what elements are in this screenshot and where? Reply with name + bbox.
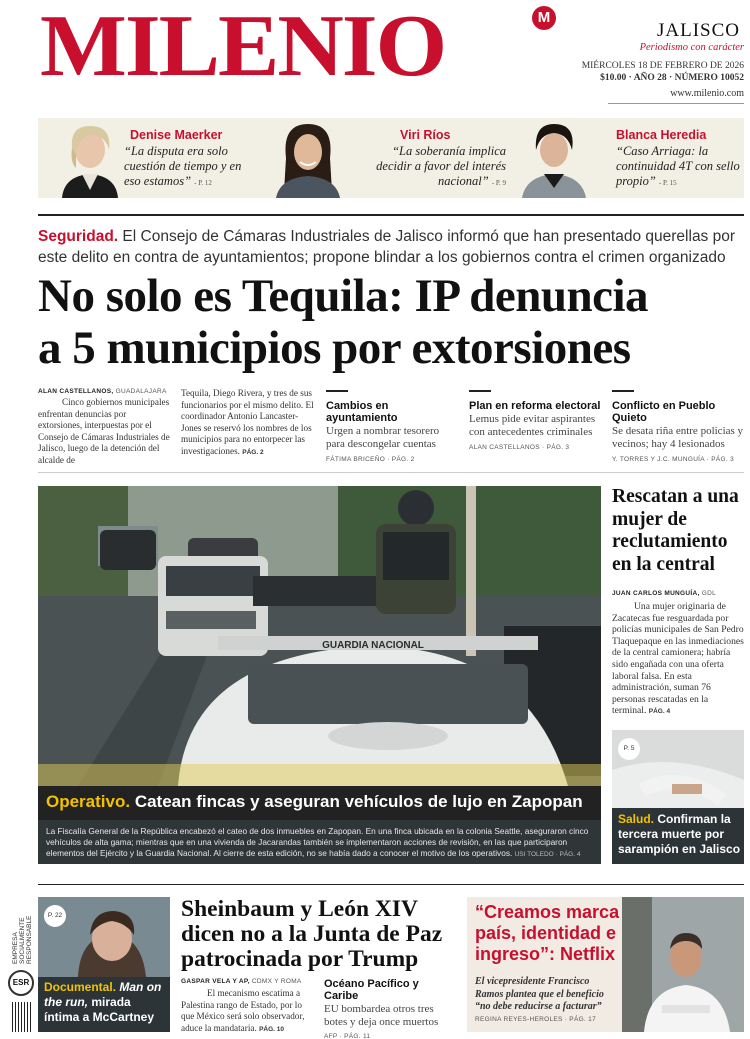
page-ref: - P. 12 <box>194 179 212 187</box>
page-ref: PÁG. 10 <box>259 1025 284 1033</box>
body-text-span: El mecanismo escatima a Palestina rango de Estado, por lo que México será solo observador, aduce la mandataria. <box>181 988 305 1033</box>
columnist-name[interactable]: Denise Maerker <box>130 128 223 142</box>
divider <box>608 103 744 104</box>
dateline <box>582 60 744 84</box>
doc-kicker: Documental. <box>44 980 117 994</box>
body-text-span: Tequila, Diego Rivera, y tres de sus funcionarios por el mismo delito. El coordinador Antonio Lancaster-Jones se reservó los nombres de los municipios para no entorpecer las investigaciones. <box>181 388 314 456</box>
byline <box>612 590 716 597</box>
columnist-name[interactable]: Blanca Heredia <box>616 128 707 142</box>
sidebar-body: Se desata riña entre policias y vecinos; hay 4 lesionados <box>612 425 744 450</box>
edition-label: JALISCO <box>656 20 740 41</box>
body-text <box>181 988 311 1035</box>
body-text <box>181 388 315 458</box>
oceano-story[interactable] <box>324 978 456 1039</box>
divider <box>469 390 491 392</box>
divider <box>38 472 744 473</box>
slogan: Periodismo con carácter <box>639 42 744 53</box>
sidebar-byline: ALAN CASTELLANOS · PÁG. 3 <box>469 444 570 451</box>
netflix-byline: REGINA REYES-HEROLES · PÁG. 17 <box>475 1016 596 1023</box>
oceano-body: EU bombardea otros tres botes y deja once muertos <box>324 1003 439 1028</box>
columnist-name[interactable]: Viri Ríos <box>400 128 451 142</box>
columnist-quote <box>616 144 740 191</box>
esr-label <box>12 892 32 964</box>
sidebar-story[interactable] <box>612 390 746 463</box>
byline <box>181 978 311 985</box>
columnist-photo-heredia[interactable] <box>516 118 592 198</box>
sidebar-title: Conflicto en Pueblo Quieto <box>612 400 716 424</box>
columnist-photo-maerker[interactable] <box>52 118 128 198</box>
photo-credit: USI TOLEDO · PÁG. 4 <box>514 851 581 858</box>
quote-text: “La soberanía implica decidir a favor del interés nacional” <box>376 144 506 188</box>
columnist-quote <box>356 144 506 191</box>
photo-caption[interactable] <box>46 792 583 812</box>
body-text: Cinco gobiernos municipales enfrentan denuncias por extorsiones, interpuestas por el Consejo de Cámaras Industriales de Jalisco, luego de la detención del alcalde de <box>38 397 170 465</box>
divider <box>38 884 744 885</box>
sheinbaum-headline[interactable]: Sheinbaum y León XIV dicen no a la Junta de Paz patrocinada por Trump <box>181 896 443 972</box>
salud-headline[interactable] <box>618 812 746 857</box>
caption-kicker: Operativo. <box>46 792 131 811</box>
lead-deck-text: El Consejo de Cámaras Industriales de Jalisco informó que han presentado querellas por este delito en contra de ayuntamientos; propone blindar a los gobiernos contra el crimen organizado <box>38 228 736 266</box>
lead-deck <box>38 226 744 268</box>
columnists-band <box>38 118 744 198</box>
page-ref: PÁG. 2 <box>242 448 264 456</box>
netflix-photo[interactable] <box>622 897 744 1032</box>
headline-line: No solo es Tequila: IP denuncia <box>38 270 649 322</box>
documental-headline[interactable] <box>44 980 168 1025</box>
esr-badge-icon: ESR <box>8 970 34 996</box>
sidebar-title: Plan en reforma electoral <box>469 400 601 412</box>
netflix-headline[interactable]: “Creamos marca país, identidad e ingreso”: Netflix <box>475 902 620 964</box>
masthead-mark-icon: M <box>532 6 556 30</box>
rescue-headline[interactable]: Rescatan a una mujer de reclutamiento en la central <box>612 486 739 575</box>
body-text: Una mujer originaria de Zacatecas fue resguardada por policías municipales de San Pedro Tlaquepaque en las inmediaciones de la central camionera; habría sido engañada con una oferta laboral falsa. En esta administración, suman 76 personas rescatadas en la terminal. <box>612 601 744 717</box>
salud-kicker: Salud. <box>618 812 655 826</box>
byline-name: ALAN CASTELLANOS, <box>38 388 114 395</box>
photo-description <box>38 820 601 864</box>
columnist-quote <box>124 144 248 191</box>
sidebar-body: Urgen a nombrar tesorero para descongelar cuentas <box>326 425 440 450</box>
vehicle-text: GUARDIA NACIONAL <box>322 640 424 651</box>
issue-info: $10.00 · AÑO 28 · NÚMERO 10052 <box>600 73 744 83</box>
byline-city: CDMX Y ROMA <box>251 978 302 985</box>
sidebar-byline: FÁTIMA BRICEÑO · PÁG. 2 <box>326 456 415 463</box>
doc-title: Man on the run, <box>44 980 162 1009</box>
page-badge: P. 5 <box>618 738 640 760</box>
lead-headline[interactable] <box>38 270 744 374</box>
byline-city: GUADALAJARA <box>115 388 167 395</box>
quote-text: “Caso Arriaga: la continuidad 4T con sello propio” <box>616 144 740 188</box>
byline <box>38 388 172 395</box>
lead-body-col2 <box>181 388 315 458</box>
sheinbaum-story <box>181 978 311 1035</box>
sidebar-title: Cambios en ayuntamiento <box>326 400 398 424</box>
divider <box>612 390 634 392</box>
salud-text: Confirman la tercera muerte por sarampión en Jalisco <box>618 812 741 856</box>
section-rule <box>38 214 744 216</box>
page-badge: P. 22 <box>44 905 66 927</box>
description-text: La Fiscalía General de la República encabezó el cateo de dos inmuebles en Zapopan. En una finca ubicada en la colonia Seattle, aseguraron cinco vehículos de alta gama; mientras que en una vivienda de Jacarandas también se implementaron acciones de revisión, en las que participaron elementos del Ejército y la Guardia Nacional. Al cierre de esta edición, no se había dado a conocer el motivo de los operativos. <box>46 826 589 858</box>
sidebar-body: Lemus pide evitar aspirantes con antecedentes criminales <box>469 413 596 438</box>
lead-kicker: Seguridad. <box>38 228 119 245</box>
sidebar-byline: Y. TORRES Y J.C. MUNGUÍA · PÁG. 3 <box>612 456 734 463</box>
lead-body-col1 <box>38 388 172 466</box>
esr-line: SOCIALMENTE <box>19 917 26 964</box>
byline-name: JUAN CARLOS MUNGUÍA, <box>612 590 700 597</box>
barcode-icon <box>12 1002 32 1032</box>
headline-line: a 5 municipios por extorsiones <box>38 322 631 374</box>
oceano-byline: AFP · PÁG. 11 <box>324 1033 371 1039</box>
page-ref: PÁG. 4 <box>648 708 671 716</box>
masthead-logo[interactable]: MILENIO <box>40 0 446 95</box>
sidebar-story[interactable] <box>326 390 456 463</box>
divider <box>326 390 348 392</box>
page-ref: - P. 9 <box>491 179 506 187</box>
quote-text: “La disputa era solo cuestión de tiempo y en eso estamos” <box>124 144 242 188</box>
lead-photo[interactable] <box>38 486 601 786</box>
byline-city: GDL <box>701 590 716 597</box>
byline-name: GASPAR VELA Y AP, <box>181 978 250 985</box>
rescue-body <box>612 601 744 718</box>
date: MIÉRCOLES 18 DE FEBRERO DE 2026 <box>581 61 744 71</box>
caption-title: Catean fincas y aseguran vehículos de lujo en Zapopan <box>134 792 583 811</box>
doc-text: mirada íntima a McCartney <box>44 995 155 1024</box>
page-ref: - P. 15 <box>658 179 677 187</box>
oceano-title: Océano Pacífico y Caribe <box>324 978 419 1002</box>
sidebar-story[interactable] <box>469 390 603 451</box>
esr-line: EMPRESA <box>12 932 19 964</box>
columnist-photo-rios[interactable] <box>270 118 346 198</box>
esr-line: RESPONSABLE <box>26 915 33 964</box>
website-link[interactable]: www.milenio.com <box>670 88 744 99</box>
netflix-body: El vicepresidente Francisco Ramos plantea que el beneficio “no debe reducirse a facturar” <box>475 976 604 1012</box>
esr-logo <box>6 892 40 1032</box>
